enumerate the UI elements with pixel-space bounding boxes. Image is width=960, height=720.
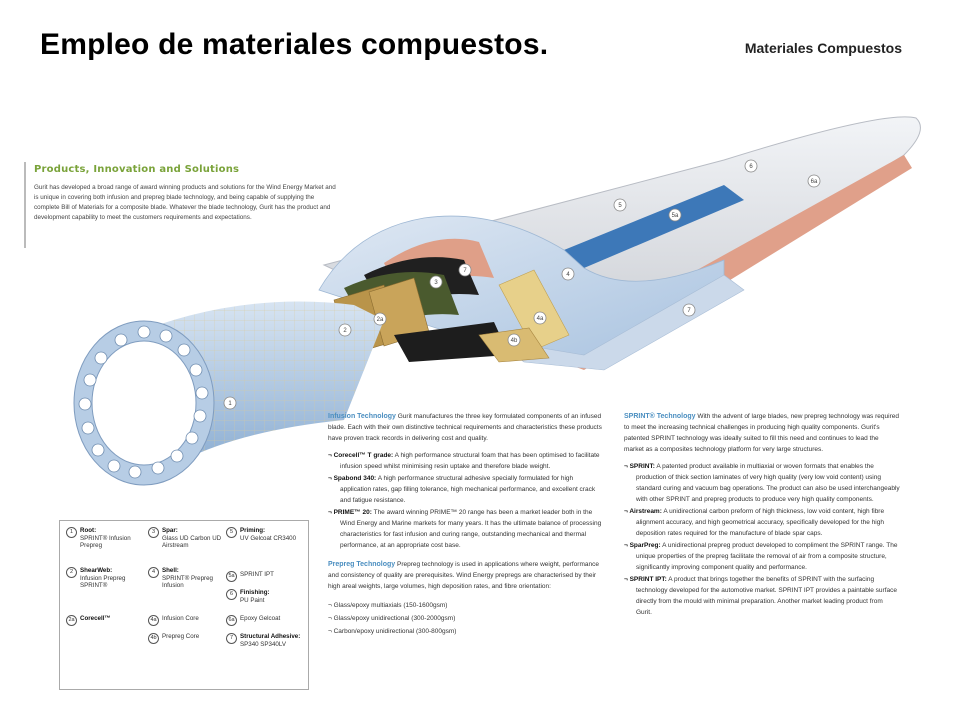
infusion-title: Infusion Technology: [328, 413, 396, 420]
svg-text:1: 1: [228, 401, 232, 407]
callout-2: [339, 324, 351, 336]
svg-text:3: 3: [434, 280, 438, 286]
intro-heading: Products, Innovation and Solutions: [34, 164, 240, 175]
slide-header-label: Materiales Compuestos: [744, 40, 902, 56]
slide-title: Empleo de materiales compuestos.: [40, 28, 549, 61]
wind-blade-figure: [24, 100, 934, 700]
svg-text:2: 2: [343, 328, 347, 334]
callout-7: [683, 304, 695, 316]
callout-4: [562, 268, 574, 280]
infusion-text: Gurit manufactures the three key formulated components of an infused blade. Each with their own distinctive technical requirements and characteristics these products have proven track records in delivering cost and quality.: [328, 413, 602, 442]
intro-block: [28, 158, 340, 223]
sprint-item: ¬ SparPreg: A unidirectional prepreg product developed to compliment the SPRINT range. The unique properties of the prepreg facilitate the removal of air from a composite structure, significantly improving component quality and performance.: [624, 542, 898, 571]
svg-text:7: 7: [687, 308, 691, 314]
svg-text:2a: 2a: [376, 317, 384, 323]
callout-5: [614, 199, 626, 211]
svg-text:6: 6: [749, 164, 753, 170]
callout-2a: [374, 313, 386, 325]
prepreg-list-item: ¬ Carbon/epoxy unidirectional (300-800gsm): [328, 628, 457, 635]
infusion-column: [328, 405, 602, 639]
prepreg-title: Prepreg Technology: [328, 561, 396, 568]
infusion-item: ¬ PRIME™ 20: The award winning PRIME™ 20 range has been a market leader both in the Wind Energy and Marine markets for many years. It has the ultimate balance of processing characteristics for fast infusion and curing range, outstanding mechanical and thermal performance, at an appropriate cost base.: [328, 509, 602, 549]
intro-paragraph: Gurit has developed a broad range of award winning products and solutions for the Wind Energy Market and is unique in covering both infusion and prepreg blade technology, and being capable of supplying the complete Bill of Materials for a composite blade. Whatever the blade technology, Gurit has the product and development capability to meet the customers requirements and expectations.: [34, 184, 336, 221]
sprint-item: ¬ SPRINT: A patented product available in multiaxial or woven formats that enables the production of thick section laminates of very high quality (very low void content) using standard curing and vacuum bag operations. The product can also be used interchangeably with other SPRINT and prepreg products to produce very high quality components.: [624, 463, 900, 503]
sprint-column: [624, 405, 900, 619]
callout-5a: [669, 209, 681, 221]
svg-text:4: 4: [566, 272, 570, 278]
sprint-item: ¬ SPRINT IPT: A product that brings together the benefits of SPRINT with the surfacing technology developed for the automotive market. SPRINT IPT provides a paintable surface directly from the mould with minimal preparation. Another market leading product from Gurit.: [624, 576, 897, 616]
legend-box: 1 Root: SPRINT® Infusion Prepreg 3 Spar: Glass UD Carbon UD Airstream 5 Priming: UV Gelcoat CR3400 2 ShearWeb: Infusion Prepreg SPRINT® 4 Shell: SPRINT® Prepreg Infusion 5a SPRINT IPT 6 Finishing: PU Paint 2a Corecell™ 4a Infusion Core 6a Epoxy Gelcoat 4b Prepreg Core 7 Structural Adhesive: SP340 SP340LV: [59, 520, 309, 690]
prepreg-text: Prepreg technology is used in applications where weight, performance and consistency of quality are prerequisites. Wind Energy prepregs are characterised by their high areal weights, large volumes, high deposition rates, and fibre orientation:: [328, 561, 599, 590]
svg-text:7: 7: [463, 268, 467, 274]
sprint-title: SPRINT® Technology: [624, 413, 696, 420]
prepreg-list-item: ¬ Glass/epoxy unidirectional (300-2000gsm): [328, 615, 456, 622]
infusion-item: ¬ Spabond 340: A high performance structural adhesive specially formulated for high application rates, gap filling tolerance, high mechanical performance, and excellent crack and fatigue resistance.: [328, 475, 596, 504]
callout-1: [224, 397, 236, 409]
svg-text:6a: 6a: [810, 179, 818, 185]
callout-6a: [808, 175, 820, 187]
prepreg-list-item: ¬ Glass/epoxy multiaxials (150-1600gsm): [328, 602, 448, 609]
callout-4b: [508, 334, 520, 346]
callout-3: [430, 276, 442, 288]
svg-text:5a: 5a: [671, 213, 679, 219]
callout-6: [745, 160, 757, 172]
prepreg-list: [328, 600, 602, 637]
callout-4a: [534, 312, 546, 324]
callout-3b: [459, 264, 471, 276]
svg-text:5: 5: [618, 203, 622, 209]
infusion-item: ¬ Corecell™ T grade: A high performance structural foam that has been optimised to facilitate infusion speed whilst minimising resin uptake and therefore blade weight.: [328, 452, 600, 470]
sprint-text: With the advent of large blades, new prepreg technology was required to meet the increasing technical challenges in producing high quality components. Gurit's patented SPRINT technology was ideally suited to fill this need and continues to lead the market as a composites technology platform for very large structures.: [624, 413, 899, 453]
intro-accent-bar: [24, 162, 26, 248]
svg-text:4a: 4a: [536, 316, 544, 322]
svg-text:4b: 4b: [510, 338, 518, 344]
sprint-item: ¬ Airstream: A unidirectional carbon preform of high thickness, low void content, high fibre alignment accuracy, and high geometrical accuracy, specifically developed for the high deposition rates required for the manufacture of blade spar caps.: [624, 508, 885, 537]
